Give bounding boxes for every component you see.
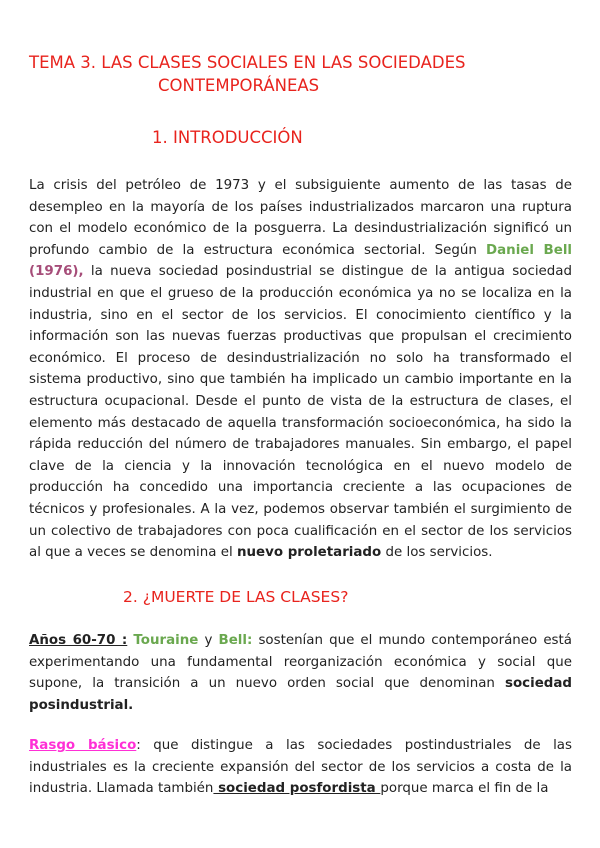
basic-trait-text-2: porque marca el fin de la xyxy=(380,781,549,797)
author-year: (1976), xyxy=(29,264,84,280)
intro-text-3: de los servicios. xyxy=(381,545,493,561)
section-1-heading: 1. INTRODUCCIÓN xyxy=(152,128,303,147)
new-proletariat-term: nuevo proletariado xyxy=(236,545,382,561)
touraine-name: Touraine xyxy=(133,633,199,648)
document-title xyxy=(29,51,577,97)
section-2-heading: 2. ¿MUERTE DE LAS CLASES? xyxy=(123,588,349,606)
postindustrial-society-term: sociedad posindustrial. xyxy=(29,676,572,713)
title-line-1: TEMA 3. LAS CLASES SOCIALES EN LAS SOCIEDADES xyxy=(29,53,466,72)
introduction-paragraph xyxy=(29,175,572,564)
basic-trait-label: Rasgo básico xyxy=(29,738,137,753)
intro-text-2: la nueva sociedad posindustrial se distingue de la antigua sociedad industrial en que el grueso de la producción económica ya no se localiza en la industria, sino en el sector de los servicios. El conocimiento científico y la información son las nuevas fuerzas productivas que propulsan el crecimiento económico. El proceso de desindustrialización no solo ha transformado el sistema productivo, sino que también ha implicado un cambio importante en la estructura ocupacional. Desde el punto de vista de la estructura de clases, el elemento más destacado de aquella transformación socioeconómica, ha sido la rápida reducción del número de trabajadores manuales. Sin embargo, el papel clave de la ciencia y la innovación tecnológica en el nuevo modelo de producción ha concedido una importancia creciente a las ocupaciones de técnicos y profesionales. A la vez, podemos observar también el surgimiento de un colectivo de trabajadores con poca cualificación en el sector de los servicios al que a veces se denomina el xyxy=(29,264,572,561)
postfordist-society-term: sociedad posfordista xyxy=(213,781,381,797)
conjunction: y xyxy=(198,633,219,648)
years-text: sostenían que el mundo contemporáneo está experimentando una fundamental reorganización económica y social que supone, la transición a un nuevo orden social que denominan xyxy=(29,633,572,692)
author-name: Daniel Bell xyxy=(486,242,572,258)
basic-trait-paragraph xyxy=(29,735,572,800)
bell-name: Bell: xyxy=(218,633,253,648)
title-line-2: CONTEMPORÁNEAS xyxy=(158,76,320,95)
intro-text-1: La crisis del petróleo de 1973 y el subsiguiente aumento de las tasas de desempleo en la mayoría de los países industrializados marcaron una ruptura con el modelo económico de la posguerra. La desindustrialización significó un profundo cambio de la estructura económica sectorial. Según xyxy=(29,178,572,258)
years-paragraph xyxy=(29,630,572,716)
years-label: Años 60-70 : xyxy=(29,633,128,648)
basic-trait-text-1: : que distingue a las sociedades postindustriales de las industriales es la creciente expansión del sector de los servicios a costa de la industria. Llamada también xyxy=(29,738,572,797)
